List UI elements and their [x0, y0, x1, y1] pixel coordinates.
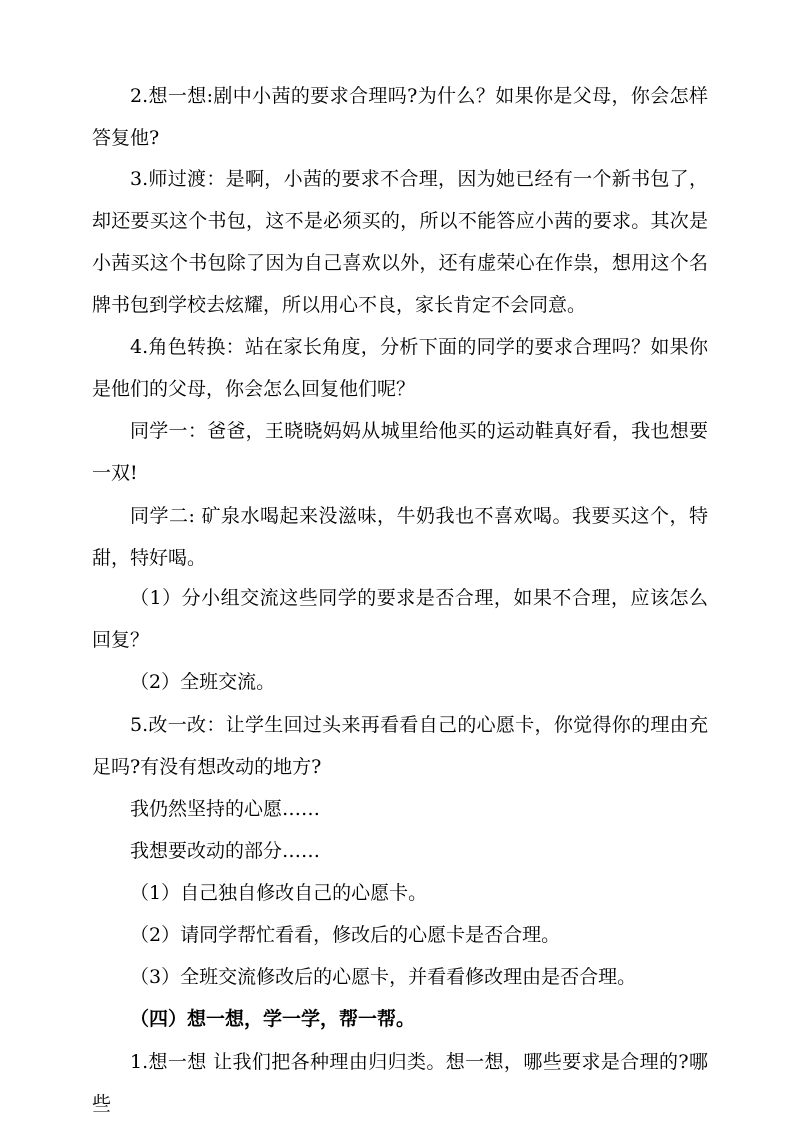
paragraph-teacher-transition: 3.师过渡：是啊，小茜的要求不合理，因为她已经有一个新书包了，却还要买这个书包，这不是必须买的，所以不能答应小茜的要求。其次是小茜买这个书包除了因为自己喜欢以外，还有虚荣心在作祟，想用这个名牌书包到学校去炫耀，所以用心不良，家长肯定不会同意。: [92, 168, 708, 316]
paragraph-step-1: （1）自己独自修改自己的心愿卡。: [130, 882, 428, 904]
paragraph-step-3: （3）全班交流修改后的心愿卡，并看看修改理由是否合理。: [130, 966, 637, 988]
paragraph-think-classify: 1.想一想 让我们把各种理由归归类。想一想，哪些要求是合理的?哪些: [92, 1051, 708, 1115]
paragraph-student-one: 同学一：爸爸，王晓晓妈妈从城里给他买的运动鞋真好看，我也想要一双!: [92, 420, 708, 484]
section-heading: （四）想一想，学一学，帮一帮。: [130, 1008, 416, 1030]
paragraph-keep-wish: 我仍然坚持的心愿……: [130, 798, 321, 820]
paragraph-think-question: 2.想一想:剧中小茜的要求合理吗?为什么？如果你是父母，你会怎样答复他?: [92, 85, 708, 149]
paragraph-revise: 5.改一改：让学生回过头来再看看自己的心愿卡，你觉得你的理由充足吗?有没有想改动的地方?: [92, 714, 708, 778]
paragraph-class-discussion: （2）全班交流。: [130, 671, 276, 693]
paragraph-group-discussion: （1）分小组交流这些同学的要求是否合理，如果不合理，应该怎么回复？: [92, 587, 708, 651]
paragraph-change-wish: 我想要改动的部分……: [130, 840, 321, 862]
paragraph-student-two: 同学二: 矿泉水喝起来没滋味，牛奶我也不喜欢喝。我要买这个，特甜，特好喝。: [92, 505, 708, 569]
paragraph-role-switch: 4.角色转换：站在家长角度，分析下面的同学的要求合理吗？如果你是他们的父母，你会怎么回复他们呢？: [92, 336, 708, 400]
paragraph-step-2: （2）请同学帮忙看看，修改后的心愿卡是否合理。: [130, 924, 561, 946]
